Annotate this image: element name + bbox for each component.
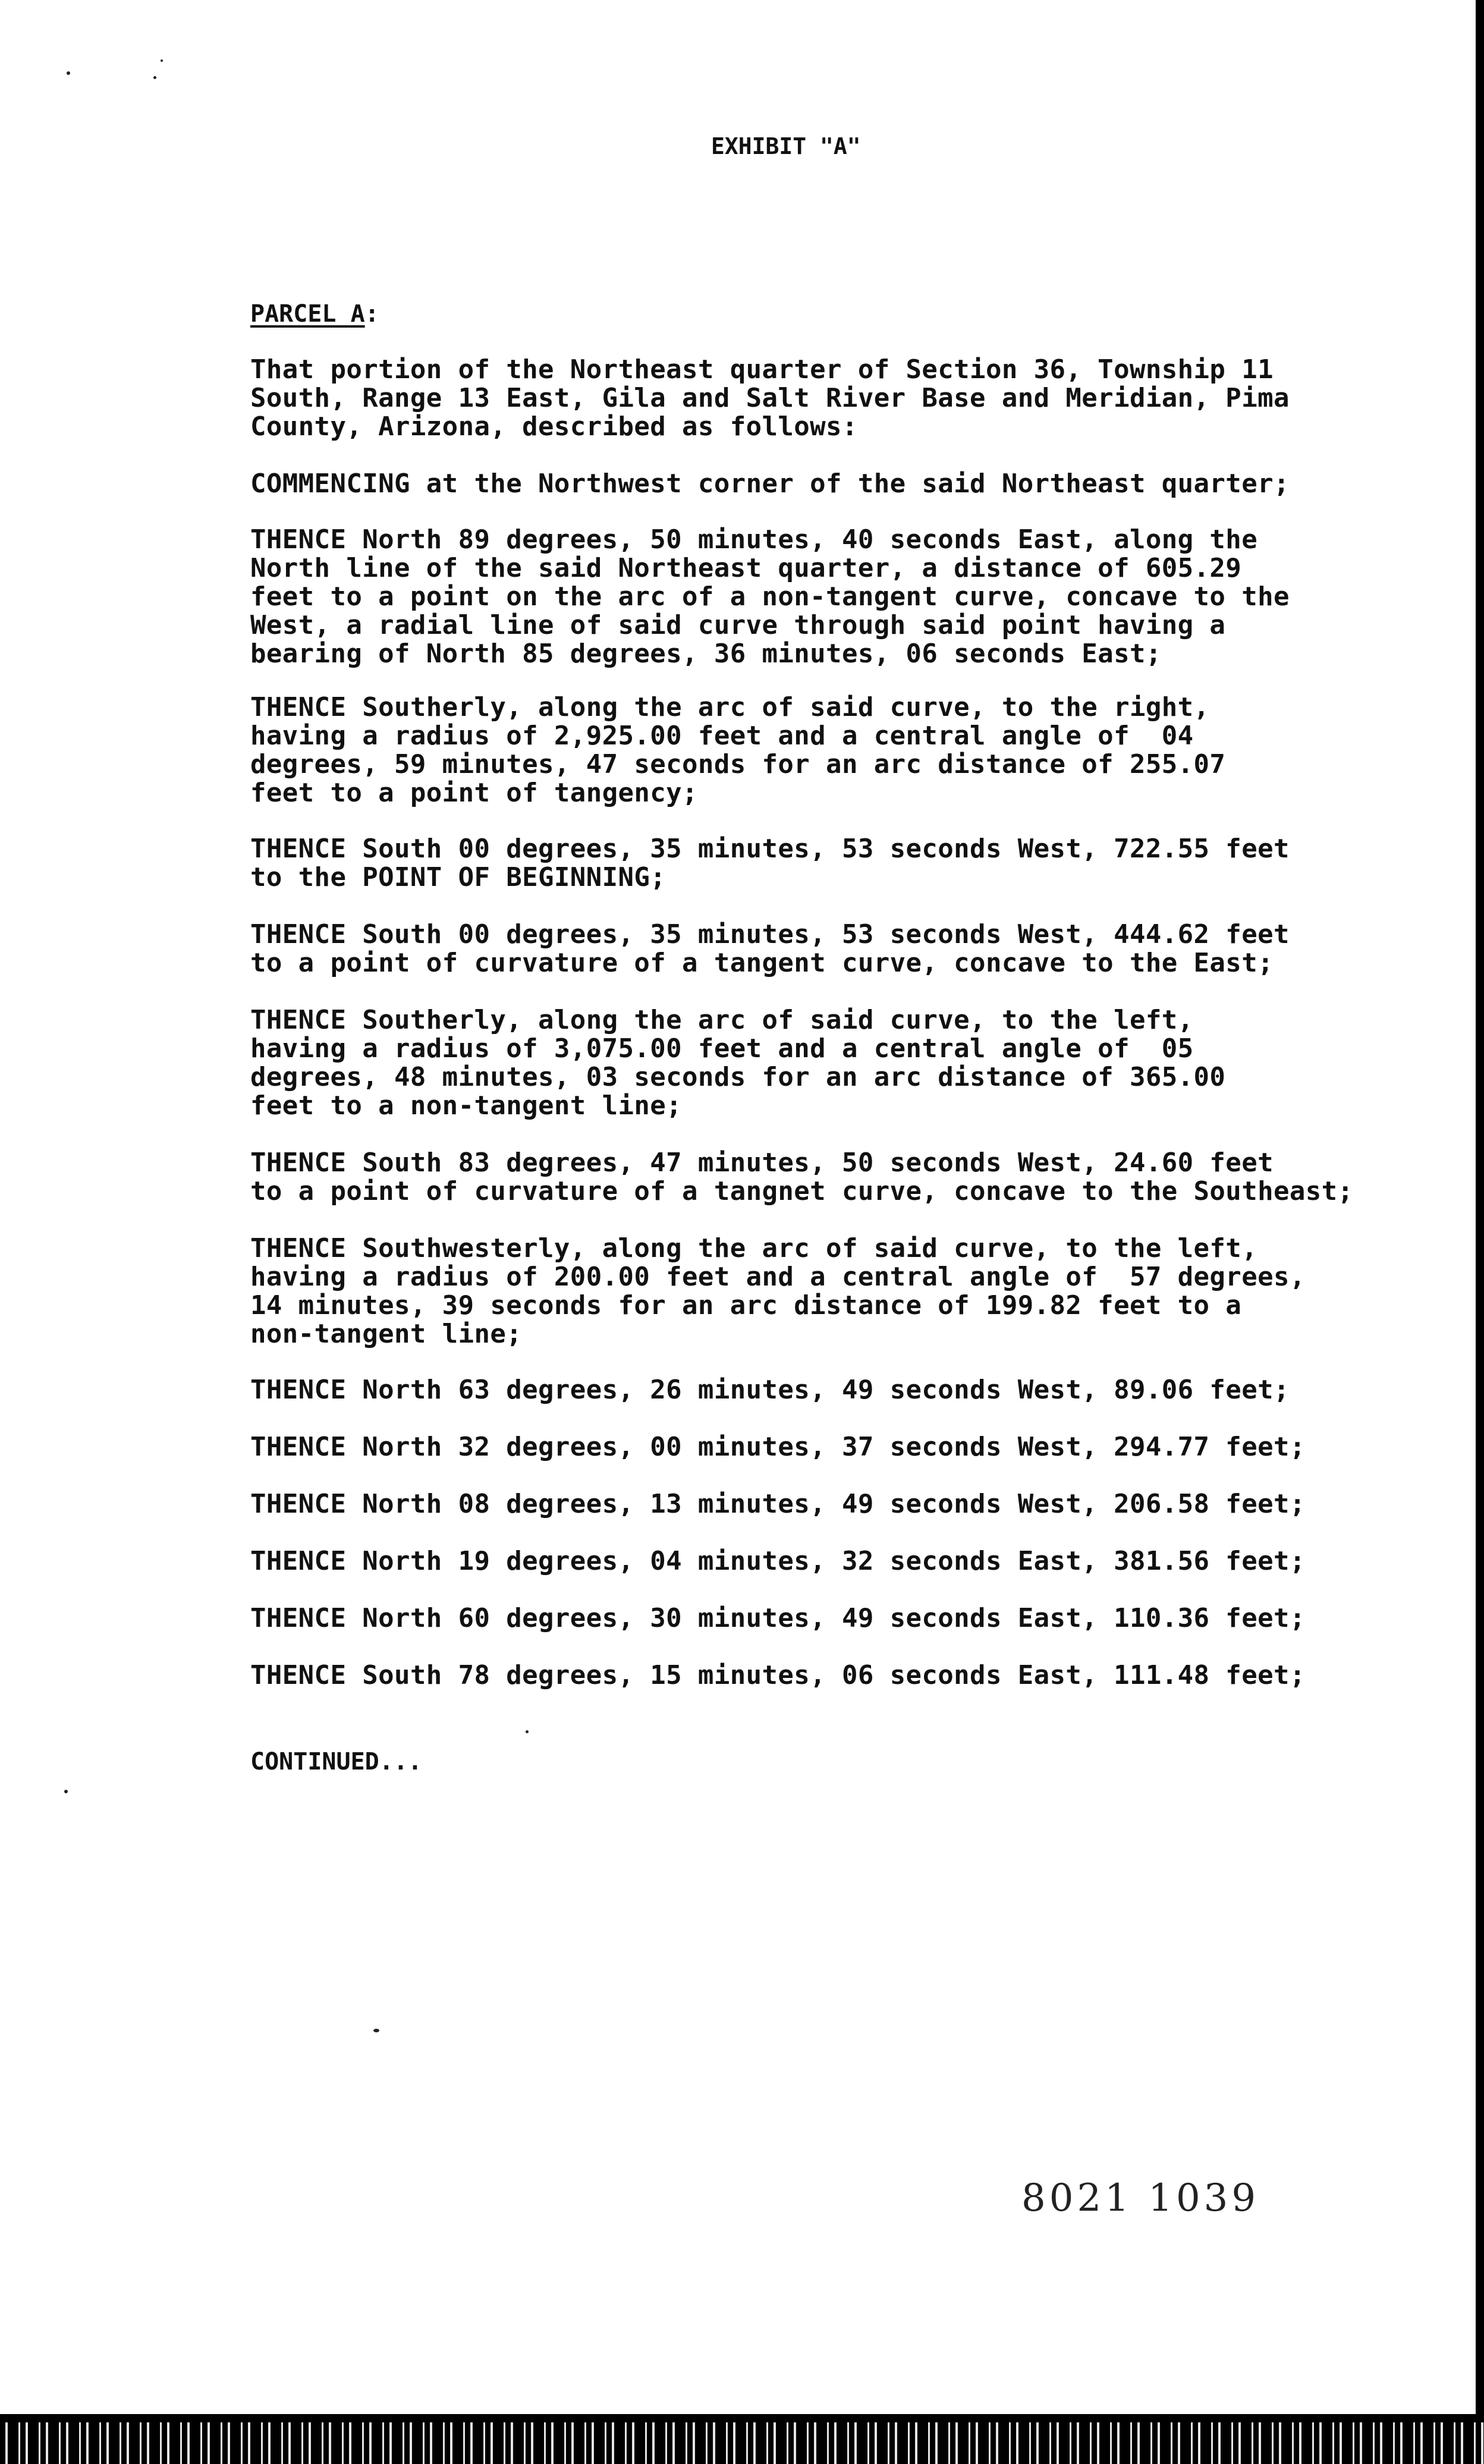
page-number: 8021 1039 — [1021, 2176, 1260, 2220]
paragraph-course-11: THENCE North 19 degrees, 04 minutes, 32 seconds East, 381.56 feet; — [250, 1546, 1306, 1576]
parcel-heading-colon: : — [364, 300, 379, 328]
paragraph-course-3: THENCE South 00 degrees, 35 minutes, 53 seconds West, 722.55 feet to the POINT OF BEGINNING; — [250, 834, 1290, 892]
scan-speck — [373, 2029, 379, 2032]
paragraph-course-9: THENCE North 32 degrees, 00 minutes, 37 seconds West, 294.77 feet; — [250, 1432, 1306, 1462]
paragraph-commencing: COMMENCING at the Northwest corner of the said Northeast quarter; — [250, 469, 1290, 499]
paragraph-course-4: THENCE South 00 degrees, 35 minutes, 53 seconds West, 444.62 feet to a point of curvature of a tangent curve, concave to the East; — [250, 919, 1290, 978]
paragraph-course-1: THENCE North 89 degrees, 50 minutes, 40 seconds East, along the North line of the said Northeast quarter, a distance of 605.29 feet to a point on the arc of a non-tangent curve, concave to the West, a radial line of said curve through said point having a bearing of North 85 degrees, 36 minutes, 06 seconds East; — [250, 524, 1290, 669]
paragraph-course-13: THENCE South 78 degrees, 15 minutes, 06 seconds East, 111.48 feet; — [250, 1660, 1306, 1690]
paragraph-course-10: THENCE North 08 degrees, 13 minutes, 49 seconds West, 206.58 feet; — [250, 1489, 1306, 1519]
paragraph-course-12: THENCE North 60 degrees, 30 minutes, 49 seconds East, 110.36 feet; — [250, 1603, 1306, 1633]
scan-edge-mark — [1476, 226, 1484, 268]
scan-speck — [526, 1730, 529, 1733]
parcel-heading-label: PARCEL A — [250, 300, 365, 328]
scan-speck — [161, 59, 163, 62]
paragraph-course-6: THENCE South 83 degrees, 47 minutes, 50 seconds West, 24.60 feet to a point of curvature of a tangnet curve, concave to the Southeast; — [250, 1148, 1354, 1206]
scan-speck — [67, 71, 70, 75]
paragraph-course-5: THENCE Southerly, along the arc of said curve, to the left, having a radius of 3,075.00 feet and a central angle of 05 degrees, 48 minutes, 03 seconds for an arc distance of 365.00 feet to a non-tangent line; — [250, 1005, 1226, 1121]
paragraph-description: That portion of the Northeast quarter of Section 36, Township 11 South, Range 13 East, Gila and Salt River Base and Meridian, Pima County, Arizona, described as follows: — [250, 354, 1290, 442]
paragraph-course-7: THENCE Southwesterly, along the arc of said curve, to the left, having a radius of 200.00 feet and a central angle of 57 degrees, 14 minutes, 39 seconds for an arc distance of 199.82 feet to a non-tangent line; — [250, 1233, 1306, 1349]
paragraph-course-2: THENCE Southerly, along the arc of said curve, to the right, having a radius of 2,925.00 feet and a central angle of 04 degrees, 59 minutes, 47 seconds for an arc distance of 255.07 feet to a point of tangency; — [250, 692, 1226, 808]
scan-speck — [64, 1790, 68, 1793]
exhibit-title: EXHIBIT "A" — [711, 133, 861, 159]
scan-speck — [153, 76, 156, 79]
scan-edge-mark — [1476, 1677, 1484, 1718]
continued-label: CONTINUED... — [250, 1748, 422, 1775]
scan-border-line — [0, 2414, 1484, 2422]
parcel-heading — [250, 300, 379, 328]
paragraph-course-8: THENCE North 63 degrees, 26 minutes, 49 seconds West, 89.06 feet; — [250, 1375, 1290, 1405]
scan-edge-mark — [1476, 660, 1484, 696]
